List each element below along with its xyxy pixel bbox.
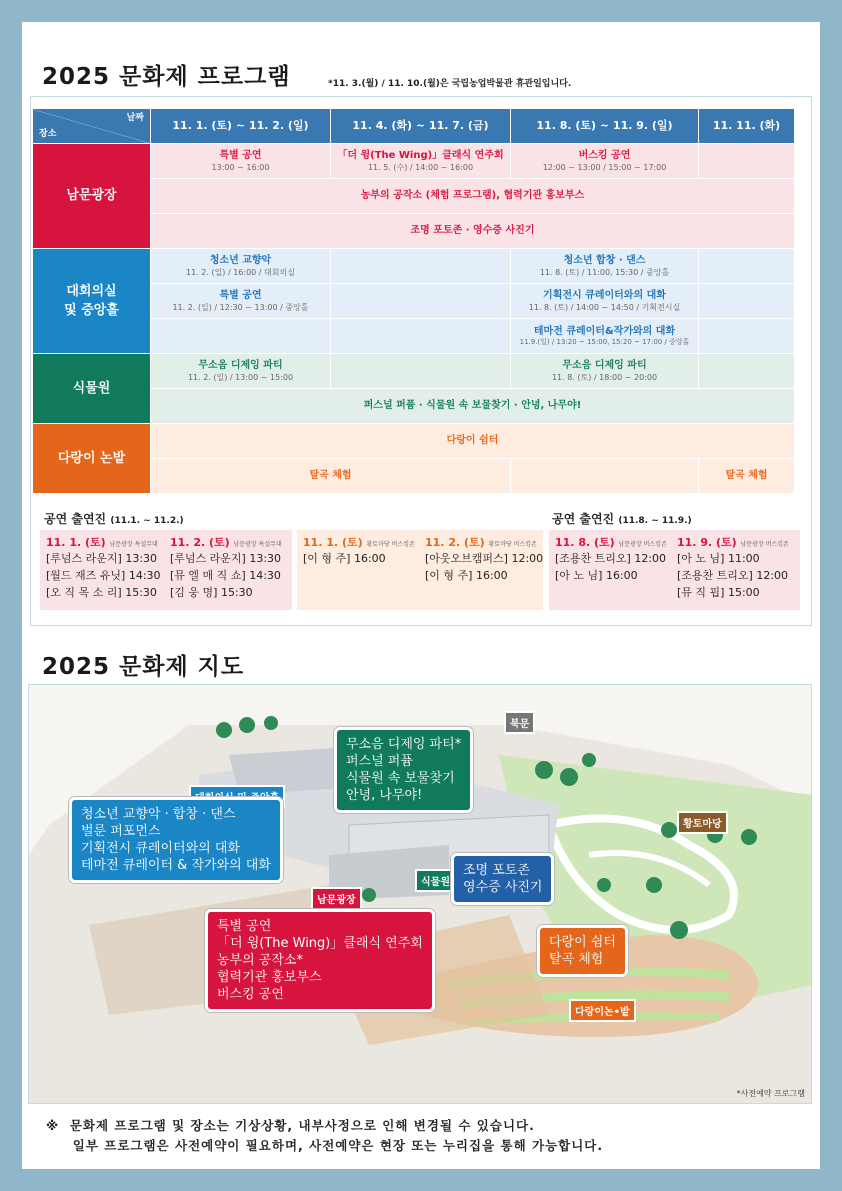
cell-dh-orchestra: 청소년 교향악 11. 2. (일) / 16:00 / 대회의실	[151, 249, 331, 284]
box-photo-events: 조명 포토존 영수증 사진기	[451, 853, 554, 905]
performers-box-nammun	[40, 530, 292, 610]
cell-bg-dj2: 무소음 디제잉 파티 11. 8. (토) / 18:00 ~ 20:00	[511, 354, 699, 389]
cell-bg-dj1: 무소음 디제잉 파티 11. 2. (일) / 13:00 ~ 15:00	[151, 354, 331, 389]
cell-empty	[331, 319, 511, 354]
poster-page	[22, 22, 820, 1169]
cell-dr-rest: 다랑이 쉼터	[151, 424, 795, 459]
cell-empty	[699, 319, 795, 354]
cell-dr-threshing1: 탈곡 체험	[151, 459, 511, 494]
cell-dh-choir: 청소년 합창 · 댄스 11. 8. (토) / 11:00, 15:30 / 중앙홀	[511, 249, 699, 284]
box-nammun-events: 특별 공연 「더 윙(The Wing)」클래식 연주회 농부의 공작소* 협력기관 홍보부스 버스킹 공연	[205, 909, 435, 1012]
performers-box-yellow	[297, 530, 543, 610]
reservation-note: *사전예약 프로그램	[736, 1089, 805, 1098]
cell-bg-activities: 퍼스널 퍼퓸 · 식물원 속 보물찾기 · 안녕, 나무야!	[151, 389, 795, 424]
label-nammun: 남문광장	[311, 887, 362, 910]
performer-col: 11. 1. (토) 황토마당 버스킹존 [이 형 주] 16:00	[303, 536, 415, 565]
performer-col: 11. 2. (토) 남문광장 특설무대 [루넘스 라운지] 13:30 [뮤 엘 매 직 쇼] 14:30 [김 웅 명] 15:30	[170, 536, 282, 599]
cell-empty	[331, 354, 511, 389]
box-darangi-events: 다랑이 쉼터 탈곡 체험	[537, 925, 628, 977]
performers-box-nammun-2	[549, 530, 800, 610]
program-title: 2025 문화제 프로그램	[40, 58, 293, 91]
label-darangi: 다랑이논•밭	[569, 999, 636, 1022]
performers-title-1: 공연 출연진 (11.1. ~ 11.2.)	[44, 512, 184, 526]
header-period-1: 11. 1. (토) ~ 11. 2. (일)	[151, 109, 331, 144]
cell-nm-wing: 「더 윙(The Wing)」클래식 연주회 11. 5. (수) / 14:00 ~ 16:00	[331, 144, 511, 179]
cell-empty	[699, 249, 795, 284]
corner-cell	[33, 109, 151, 144]
cell-dr-threshing2: 탈곡 체험	[699, 459, 795, 494]
place-nammun: 남문광장	[33, 144, 151, 249]
corner-place-label: 장소	[39, 128, 57, 139]
cell-empty	[699, 354, 795, 389]
performer-col: 11. 1. (토) 남문광장 특설무대 [루넘스 라운지] 13:30 [월드 재즈 유닛] 14:30 [오 직 목 소 리] 15:30	[46, 536, 161, 599]
festival-map	[28, 684, 812, 1104]
cell-nm-special: 특별 공연 13:00 ~ 16:00	[151, 144, 331, 179]
cell-dh-curator: 기획전시 큐레이터와의 대화 11. 8. (토) / 14:00 ~ 14:50 / 기획전시실	[511, 284, 699, 319]
performer-col: 11. 9. (토) 남문광장 버스킹존 [아 노 님] 11:00 [조용찬 트리오] 12:00 [뮤 직 핍] 15:00	[677, 536, 789, 599]
cell-empty	[331, 284, 511, 319]
box-hall-events: 청소년 교향악 · 합창 · 댄스 벌룬 퍼포먼스 기획전시 큐레이터와의 대화 테마전 큐레이터 & 작가와의 대화	[69, 797, 283, 883]
label-botanic: 식물원	[415, 869, 456, 892]
map-title: 2025 문화제 지도	[40, 648, 246, 681]
cell-empty	[699, 144, 795, 179]
cell-empty	[511, 459, 699, 494]
performers-title-2: 공연 출연진 (11.8. ~ 11.9.)	[552, 512, 692, 526]
header-period-3: 11. 8. (토) ~ 11. 9. (일)	[511, 109, 699, 144]
label-yellow-yard: 황토마당	[677, 811, 728, 834]
header-period-2: 11. 4. (화) ~ 11. 7. (금)	[331, 109, 511, 144]
cell-empty	[699, 284, 795, 319]
label-north-gate: 북문	[504, 711, 535, 734]
header-period-4: 11. 11. (화)	[699, 109, 795, 144]
cell-nm-workshop: 농부의 공작소 (체험 프로그램), 협력기관 홍보부스	[151, 179, 795, 214]
performer-col: 11. 2. (토) 황토마당 버스킹존 [아웃오브캠퍼스] 12:00 [이 형 주] 16:00	[425, 536, 544, 582]
place-hall: 대회의실 및 중앙홀	[33, 249, 151, 354]
cell-nm-photo: 조명 포토존 · 영수증 사진기	[151, 214, 795, 249]
performer-col: 11. 8. (토) 남문광장 버스킹존 [조용찬 트리오] 12:00 [아 노 님] 16:00	[555, 536, 667, 582]
place-botanic: 식물원	[33, 354, 151, 424]
schedule-table	[32, 108, 795, 494]
place-darangi: 다랑이 논밭	[33, 424, 151, 494]
cell-dh-special: 특별 공연 11. 2. (일) / 12:30 ~ 13:00 / 중앙홀	[151, 284, 331, 319]
cell-nm-busking: 버스킹 공연 12:00 ~ 13:00 / 15:00 ~ 17:00	[511, 144, 699, 179]
cell-dh-artist: 테마전 큐레이터&작가와의 대화 11.9.(일) / 13:20 ~ 15:00, 15:20 ~ 17:00 / 중앙홀	[511, 319, 699, 354]
cell-empty	[151, 319, 331, 354]
footer-notice: ※ 문화제 프로그램 및 장소는 기상상황, 내부사정으로 인해 변경될 수 있습니다. 일부 프로그램은 사전예약이 필요하며, 사전예약은 현장 또는 누리집을 통해 가능합니다.	[46, 1118, 604, 1153]
closure-note: *11. 3.(월) / 11. 10.(월)은 국립농업박물관 휴관일입니다.	[328, 79, 572, 89]
cell-empty	[331, 249, 511, 284]
corner-date-label: 날짜	[126, 113, 144, 123]
box-botanic-events: 무소음 디제잉 파티* 퍼스널 퍼퓸 식물원 속 보물찾기 안녕, 나무야!	[334, 727, 473, 813]
